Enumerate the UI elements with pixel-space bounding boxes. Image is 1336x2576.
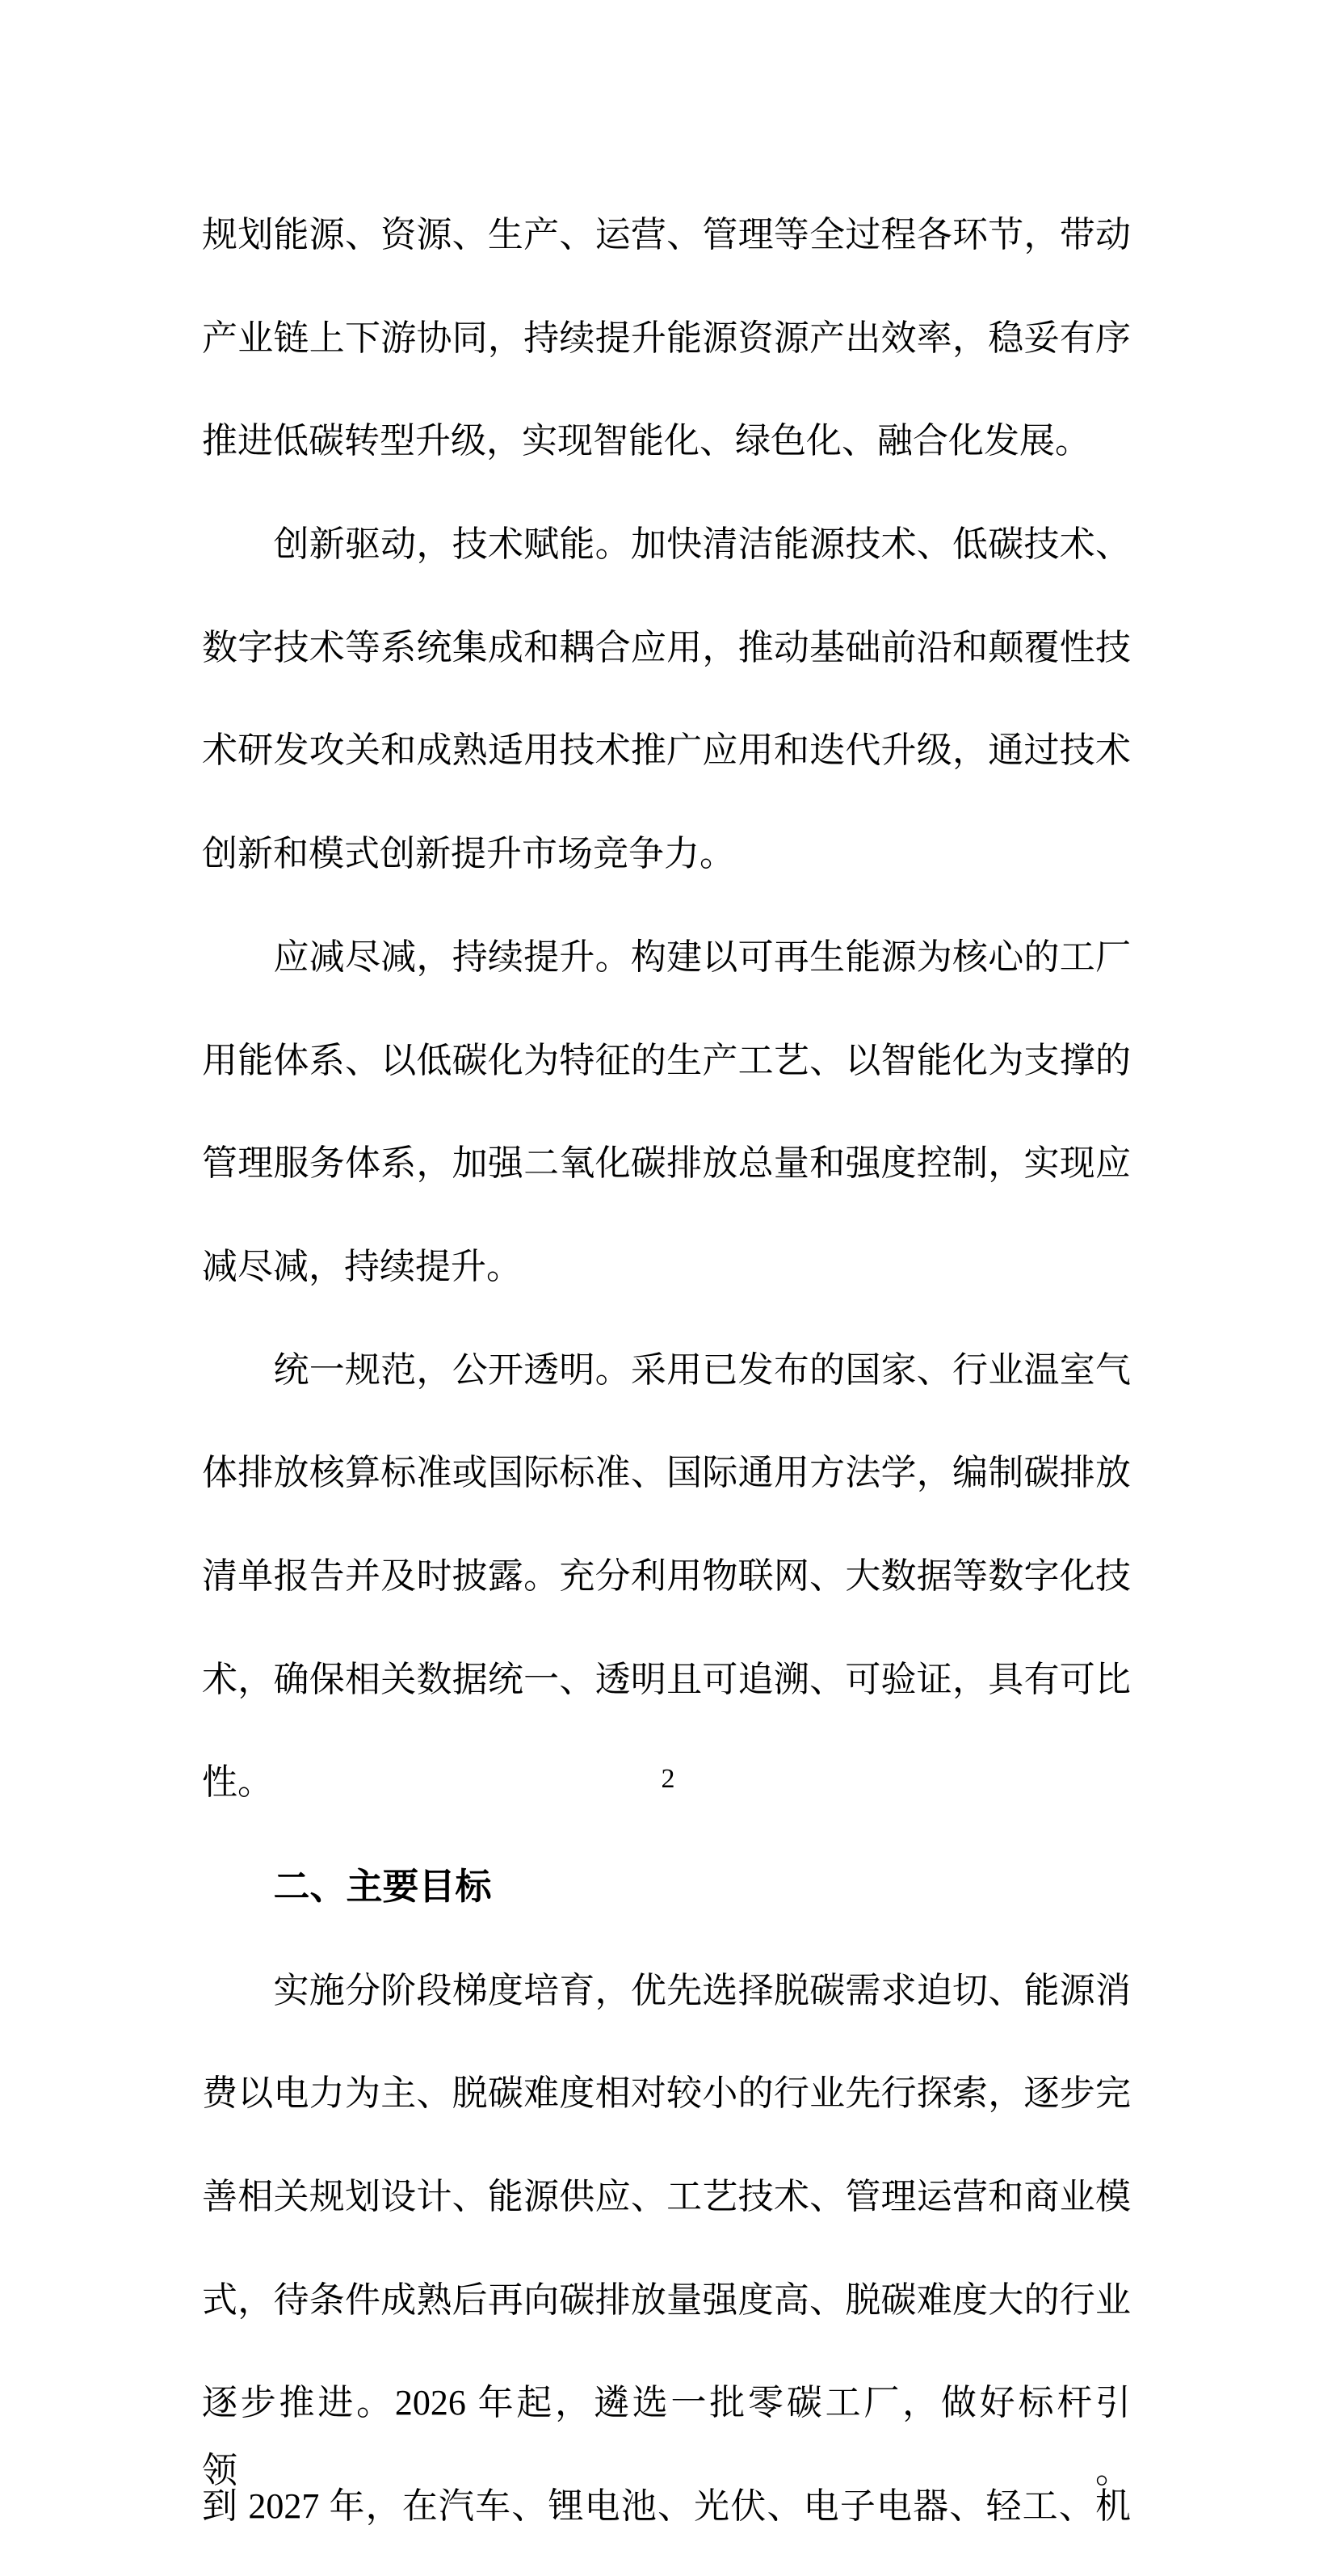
text-line: 费以电力为主、脱碳难度相对较小的行业先行探索，逐步完 xyxy=(202,2073,1131,2114)
page-number: 2 xyxy=(661,1764,675,1794)
text-line: 术研发攻关和成熟适用技术推广应用和迭代升级，通过技术 xyxy=(202,730,1131,771)
text-line: 创新和模式创新提升市场竞争力。 xyxy=(202,834,735,874)
text-line: 式，待条件成熟后再向碳排放量强度高、脱碳难度大的行业 xyxy=(202,2279,1131,2320)
text-line: 减尽减，持续提升。 xyxy=(202,1246,522,1286)
text-line: 管理服务体系，加强二氧化碳排放总量和强度控制，实现应 xyxy=(202,1143,1131,1184)
text-line: 清单报告并及时披露。充分利用物联网、大数据等数字化技 xyxy=(202,1555,1131,1596)
text-line: 数字技术等系统集成和耦合应用，推动基础前沿和颠覆性技 xyxy=(202,627,1131,667)
text-line: 创新驱动，技术赋能。加快清洁能源技术、低碳技术、 xyxy=(273,524,1131,565)
text-line: 逐步推进。2026 年起，遴选一批零碳工厂，做好标杆引领。 xyxy=(202,2383,1131,2491)
text-line: 产业链上下游协同，持续提升能源资源产出效率，稳妥有序 xyxy=(202,318,1131,358)
text-line: 统一规范，公开透明。采用已发布的国家、行业温室气 xyxy=(273,1349,1131,1390)
text-line: 体排放核算标准或国际标准、国际通用方法学，编制碳排放 xyxy=(202,1453,1131,1493)
text-line: 推进低碳转型升级，实现智能化、绿色化、融合化发展。 xyxy=(202,421,1090,461)
text-line: 到 2027 年，在汽车、锂电池、光伏、电子电器、轻工、机 xyxy=(202,2486,1131,2527)
text-line: 用能体系、以低碳化为特征的生产工艺、以智能化为支撑的 xyxy=(202,1040,1131,1080)
text-line: 善相关规划设计、能源供应、工艺技术、管理运营和商业模 xyxy=(202,2177,1131,2217)
text-line: 应减尽减，持续提升。构建以可再生能源为核心的工厂 xyxy=(273,937,1131,977)
document-body xyxy=(202,166,1131,2576)
text-line: 性。 xyxy=(202,1762,273,1803)
text-line: 规划能源、资源、生产、运营、管理等全过程各环节，带动 xyxy=(202,215,1131,255)
text-line: 术，确保相关数据统一、透明且可追溯、可验证，具有可比 xyxy=(202,1659,1131,1699)
text-line: 实施分阶段梯度培育，优先选择脱碳需求迫切、能源消 xyxy=(273,1970,1131,2010)
section-heading: 二、主要目标 xyxy=(273,1866,492,1907)
